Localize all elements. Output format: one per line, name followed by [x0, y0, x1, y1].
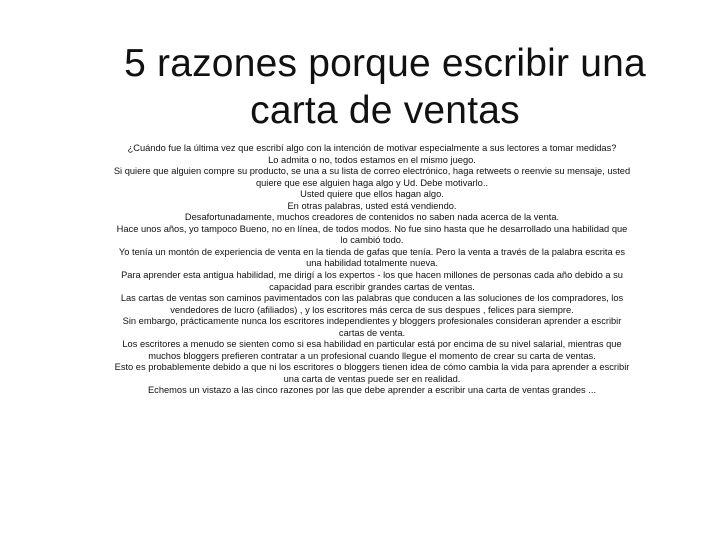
body-paragraph: Echemos un vistazo a las cinco razones por las que debe aprender a escribir una carta de ventas grandes ...: [147, 385, 597, 396]
body-paragraph: Sin embargo, prácticamente nunca los escritores independientes y bloggers profesionales consideran aprender a escribir cartas de venta.: [122, 316, 622, 338]
body-paragraph: Desafortunadamente, muchos creadores de contenidos no saben nada acerca de la venta.: [184, 212, 560, 223]
body-paragraph: ¿Cuándo fue la última vez que escribí algo con la intención de motivar especialmente a sus lectores a tomar medidas?: [127, 143, 617, 153]
body-paragraph: En otras palabras, usted está vendiendo.: [287, 200, 457, 211]
body-paragraph: Si quiere que alguien compre su producto, se una a su lista de correo electrónico, haga retweets o reenvie su mensaje, usted quiere que ese alguien haga algo y Ud. Debe motivarlo..: [113, 166, 631, 188]
slide-body: [112, 143, 632, 397]
slide-title: 5 razones porque escribir una carta de ventas: [124, 42, 646, 132]
body-paragraph: Para aprender esta antigua habilidad, me dirigí a los expertos - los que hacen millones de personas cada año debido a su capacidad para escribir grandes cartas de ventas.: [121, 270, 623, 292]
body-paragraph: Esto es probablemente debido a que ni los escritores o bloggers tienen idea de cómo cambia la vida para aprender a escribir una carta de ventas puede ser en realidad.: [114, 362, 630, 384]
body-paragraph: Las cartas de ventas son caminos pavimentados con las palabras que conducen a las soluciones de los compradores, los vendedores de lucro (afiliados) , y los escritores más cerca de sus despues , felices para siempre.: [120, 293, 624, 315]
body-paragraph: Lo admita o no, todos estamos en el mismo juego.: [268, 154, 476, 165]
body-paragraph: Yo tenía un montón de experiencia de venta en la tienda de gafas que tenía. Pero la venta a través de la palabra escrita es una habilidad totalmente nueva.: [118, 246, 626, 269]
body-paragraph: Los escritores a menudo se sienten como si esa habilidad en particular está por encima de su nivel salarial, mientras que muchos bloggers prefieren contratar a un profesional cuando llegue el momento de crear su carta de ventas.: [122, 339, 622, 361]
body-paragraph: Usted quiere que ellos hagan algo.: [300, 189, 444, 200]
body-paragraph: Hace unos años, yo tampoco Bueno, no en línea, de todos modos. No fue sino hasta que he desarrollado una habilidad que lo cambió todo.: [116, 223, 628, 246]
